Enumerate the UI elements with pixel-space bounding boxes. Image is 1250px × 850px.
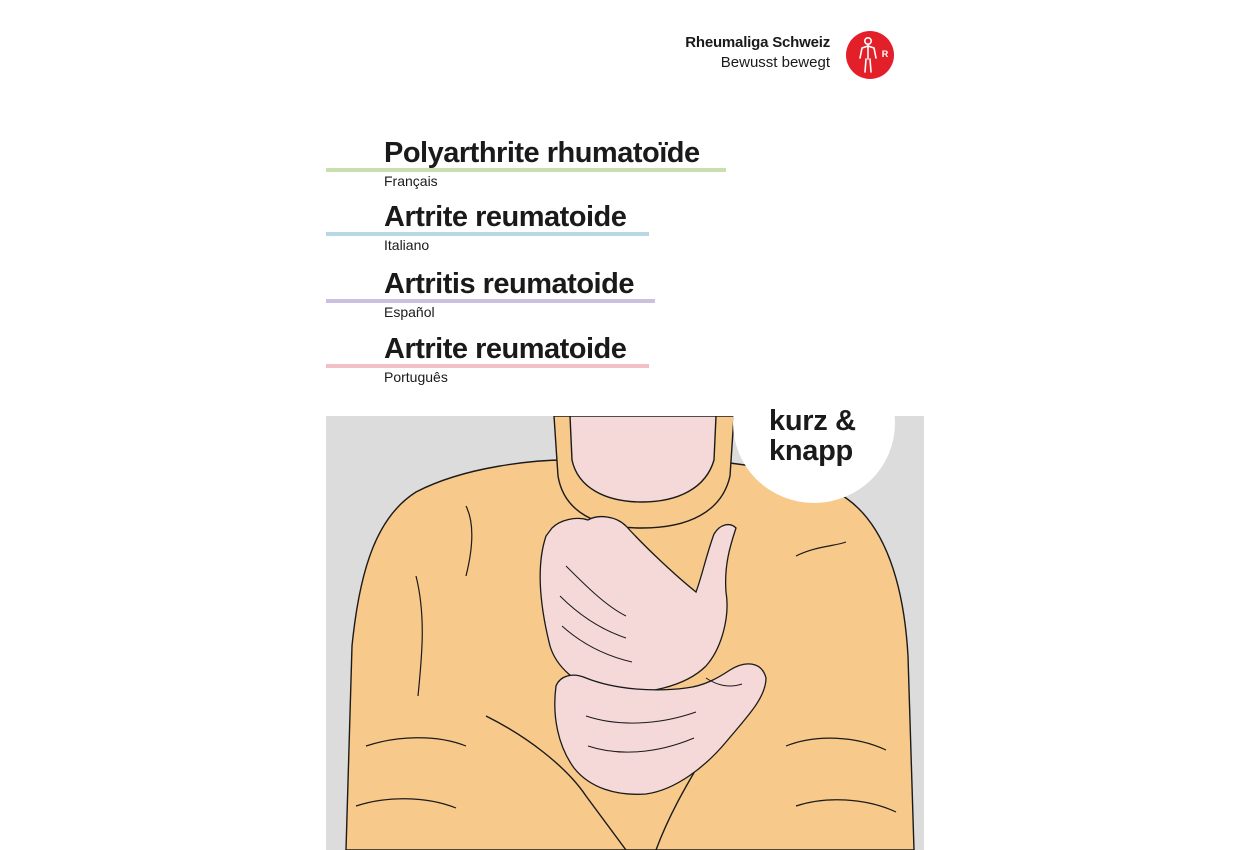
title-text: Artrite reumatoide bbox=[384, 333, 627, 365]
title-text: Artritis reumatoide bbox=[384, 268, 634, 300]
brand-tagline: Bewusst bewegt bbox=[720, 54, 830, 71]
language-label: Italiano bbox=[384, 237, 430, 253]
badge-line-1: kurz & bbox=[769, 405, 856, 437]
language-label: Português bbox=[384, 369, 448, 385]
title-text: Artrite reumatoide bbox=[384, 201, 627, 233]
language-label: Français bbox=[384, 173, 438, 189]
brand-block bbox=[600, 34, 830, 71]
badge-line-2: knapp bbox=[769, 435, 853, 467]
rheumaliga-logo-icon bbox=[846, 31, 894, 79]
title-text: Polyarthrite rhumatoïde bbox=[384, 137, 700, 169]
logo-letter: R bbox=[881, 49, 889, 59]
brand-name: Rheumaliga Schweiz bbox=[685, 34, 830, 51]
language-label: Español bbox=[384, 304, 435, 320]
badge-text bbox=[769, 406, 856, 466]
